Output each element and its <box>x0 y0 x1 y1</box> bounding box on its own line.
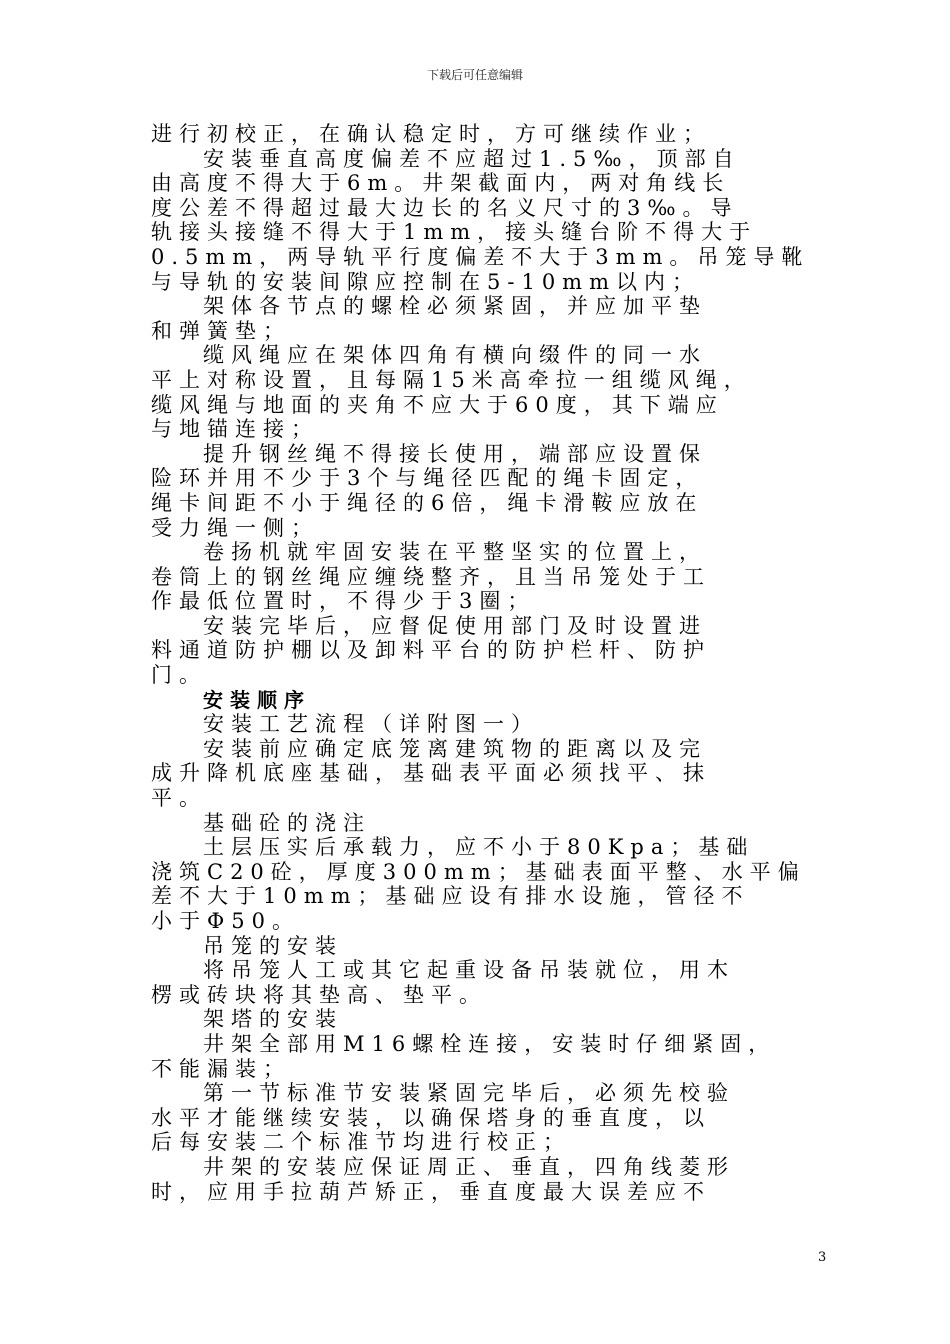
text-line: 平。 <box>151 786 207 811</box>
text-line: 井架的安装应保证周正、垂直，四角线菱形 <box>203 1154 735 1179</box>
text-line: 时，应用手拉葫芦矫正，垂直度最大误差应不 <box>151 1179 711 1204</box>
text-line: 提升钢丝绳不得接长使用，端部应设置保 <box>203 441 707 466</box>
page-header: 下载后可任意编辑 <box>426 68 523 82</box>
text-line: 进行初校正，在确认稳定时，方可继续作业； <box>151 122 711 146</box>
text-line: 与导轨的安装间隙应控制在5-10mm以内； <box>151 269 701 294</box>
text-line: 基础砼的浇注 <box>203 810 371 835</box>
text-line: 险环并用不少于3个与绳径匹配的绳卡固定， <box>151 466 704 491</box>
text-line: 将吊笼人工或其它起重设备吊装就位，用木 <box>203 958 735 983</box>
text-line: 和弹簧垫； <box>151 318 291 343</box>
text-line: 不能漏装； <box>151 1056 291 1081</box>
text-line: 门。 <box>151 663 207 688</box>
text-line: 0.5mm，两导轨平行度偏差不大于3mm。吊笼导靴 <box>151 244 810 269</box>
text-line: 受力绳一侧； <box>151 515 319 540</box>
text-line: 绳卡间距不小于绳径的6倍，绳卡滑鞍应放在 <box>151 490 704 515</box>
text-line: 第一节标准节安装紧固完毕后，必须先校验 <box>203 1081 735 1106</box>
text-line: 平上对称设置，且每隔15米高牵拉一组缆风绳， <box>151 367 752 392</box>
document-body <box>151 122 841 1204</box>
text-line: 小于Φ50。 <box>151 909 300 933</box>
section-heading: 安装顺序 <box>203 687 311 712</box>
text-line: 后每安装二个标准节均进行校正； <box>151 1130 571 1155</box>
page-number: 3 <box>818 1250 827 1265</box>
text-line: 井架全部用M16螺栓连接，安装时仔细紧固， <box>203 1031 777 1056</box>
text-line: 安装完毕后，应督促使用部门及时设置进 <box>203 613 707 638</box>
text-line: 安装工艺流程（详附图一） <box>203 712 539 737</box>
text-line: 水平才能继续安装，以确保塔身的垂直度，以 <box>151 1105 711 1130</box>
text-line: 吊笼的安装 <box>203 933 343 958</box>
text-line: 缆风绳应在架体四角有横向缀件的同一水 <box>203 343 707 368</box>
text-line: 卷扬机就牢固安装在平整坚实的位置上， <box>203 540 707 565</box>
text-line: 楞或砖块将其垫高、垫平。 <box>151 982 487 1007</box>
text-line: 架塔的安装 <box>203 1007 343 1032</box>
text-line: 轨接头接缝不得大于1mm，接头缝台阶不得大于 <box>151 220 758 245</box>
text-line: 与地锚连接； <box>151 417 319 442</box>
text-line: 由高度不得大于6m。井架截面内，两对角线长 <box>151 171 731 196</box>
text-line: 度公差不得超过最大边长的名义尺寸的3‰。导 <box>151 195 739 220</box>
text-line: 缆风绳与地面的夹角不应大于60度，其下端应 <box>151 392 724 417</box>
text-line: 安装垂直高度偏差不应超过1.5‰，顶部自 <box>203 146 741 171</box>
text-line: 卷筒上的钢丝绳应缠绕整齐，且当吊笼处于工 <box>151 564 711 589</box>
text-line: 成升降机底座基础，基础表平面必须找平、抹 <box>151 761 711 786</box>
text-line: 架体各节点的螺栓必须紧固，并应加平垫 <box>203 294 707 319</box>
text-line: 料通道防护棚以及卸料平台的防护栏杆、防护 <box>151 638 711 663</box>
text-line: 作最低位置时，不得少于3圈； <box>151 589 536 614</box>
text-line: 安装前应确定底笼离建筑物的距离以及完 <box>203 736 707 761</box>
text-line: 土层压实后承载力，应不小于80Kpa；基础 <box>203 835 755 860</box>
text-line: 浇筑C20砼，厚度300mm；基础表面平整、水平偏 <box>151 859 806 884</box>
text-line: 差不大于10mm；基础应设有排水设施，管径不 <box>151 884 750 909</box>
